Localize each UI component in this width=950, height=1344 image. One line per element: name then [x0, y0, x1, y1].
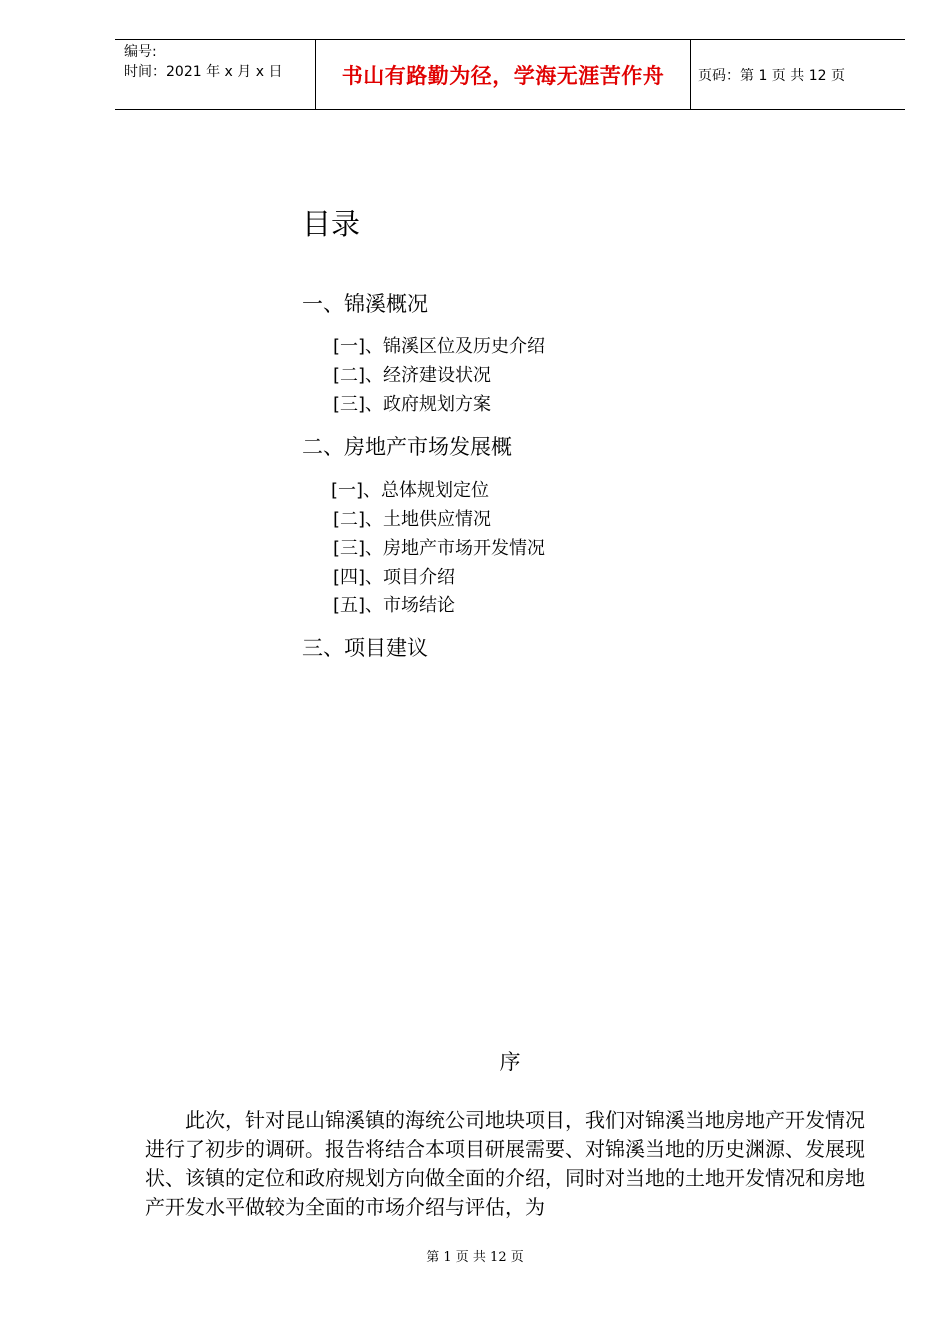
toc-item: [二]、土地供应情况: [333, 509, 492, 530]
toc-item: [四]、项目介绍: [333, 567, 456, 588]
toc-item: [五]、市场结论: [333, 595, 456, 616]
toc-item: [一]、总体规划定位: [331, 480, 490, 501]
toc-section-3: 三、项目建议: [302, 636, 428, 660]
page-header: [115, 39, 905, 110]
header-meta: [124, 42, 282, 82]
preface-body: [145, 1106, 865, 1222]
toc-item: [三]、政府规划方案: [333, 394, 492, 415]
preface-paragraph: 此次，针对昆山锦溪镇的海统公司地块项目，我们对锦溪当地房地产开发情况进行了初步的调研。报告将结合本项目研展需要、对锦溪当地的历史渊源、发展现状、该镇的定位和政府规划方向做全面的介绍，同时对当地的土地开发情况和房地产开发水平做较为全面的市场介绍与评估，为: [145, 1108, 865, 1219]
header-page-info: 页码：第 1 页 共 12 页: [698, 67, 845, 84]
time-label: 时间：2021 年 x 月 x 日: [124, 64, 283, 80]
header-motto: 书山有路勤为径，学海无涯苦作舟: [341, 63, 665, 88]
header-motto-cell: [315, 40, 691, 109]
toc-item: [三]、房地产市场开发情况: [333, 538, 546, 559]
code-label: 编号:: [124, 44, 157, 60]
toc-title: 目录: [302, 207, 361, 241]
toc-item: [二]、经济建设状况: [333, 365, 492, 386]
toc-item: [一]、锦溪区位及历史介绍: [333, 336, 546, 357]
toc-section-1: 一、锦溪概况: [302, 292, 428, 316]
toc-section-2: 二、房地产市场发展概: [302, 435, 512, 459]
preface-title: 序: [499, 1050, 521, 1074]
page-footer: 第 1 页 共 12 页: [426, 1250, 524, 1265]
